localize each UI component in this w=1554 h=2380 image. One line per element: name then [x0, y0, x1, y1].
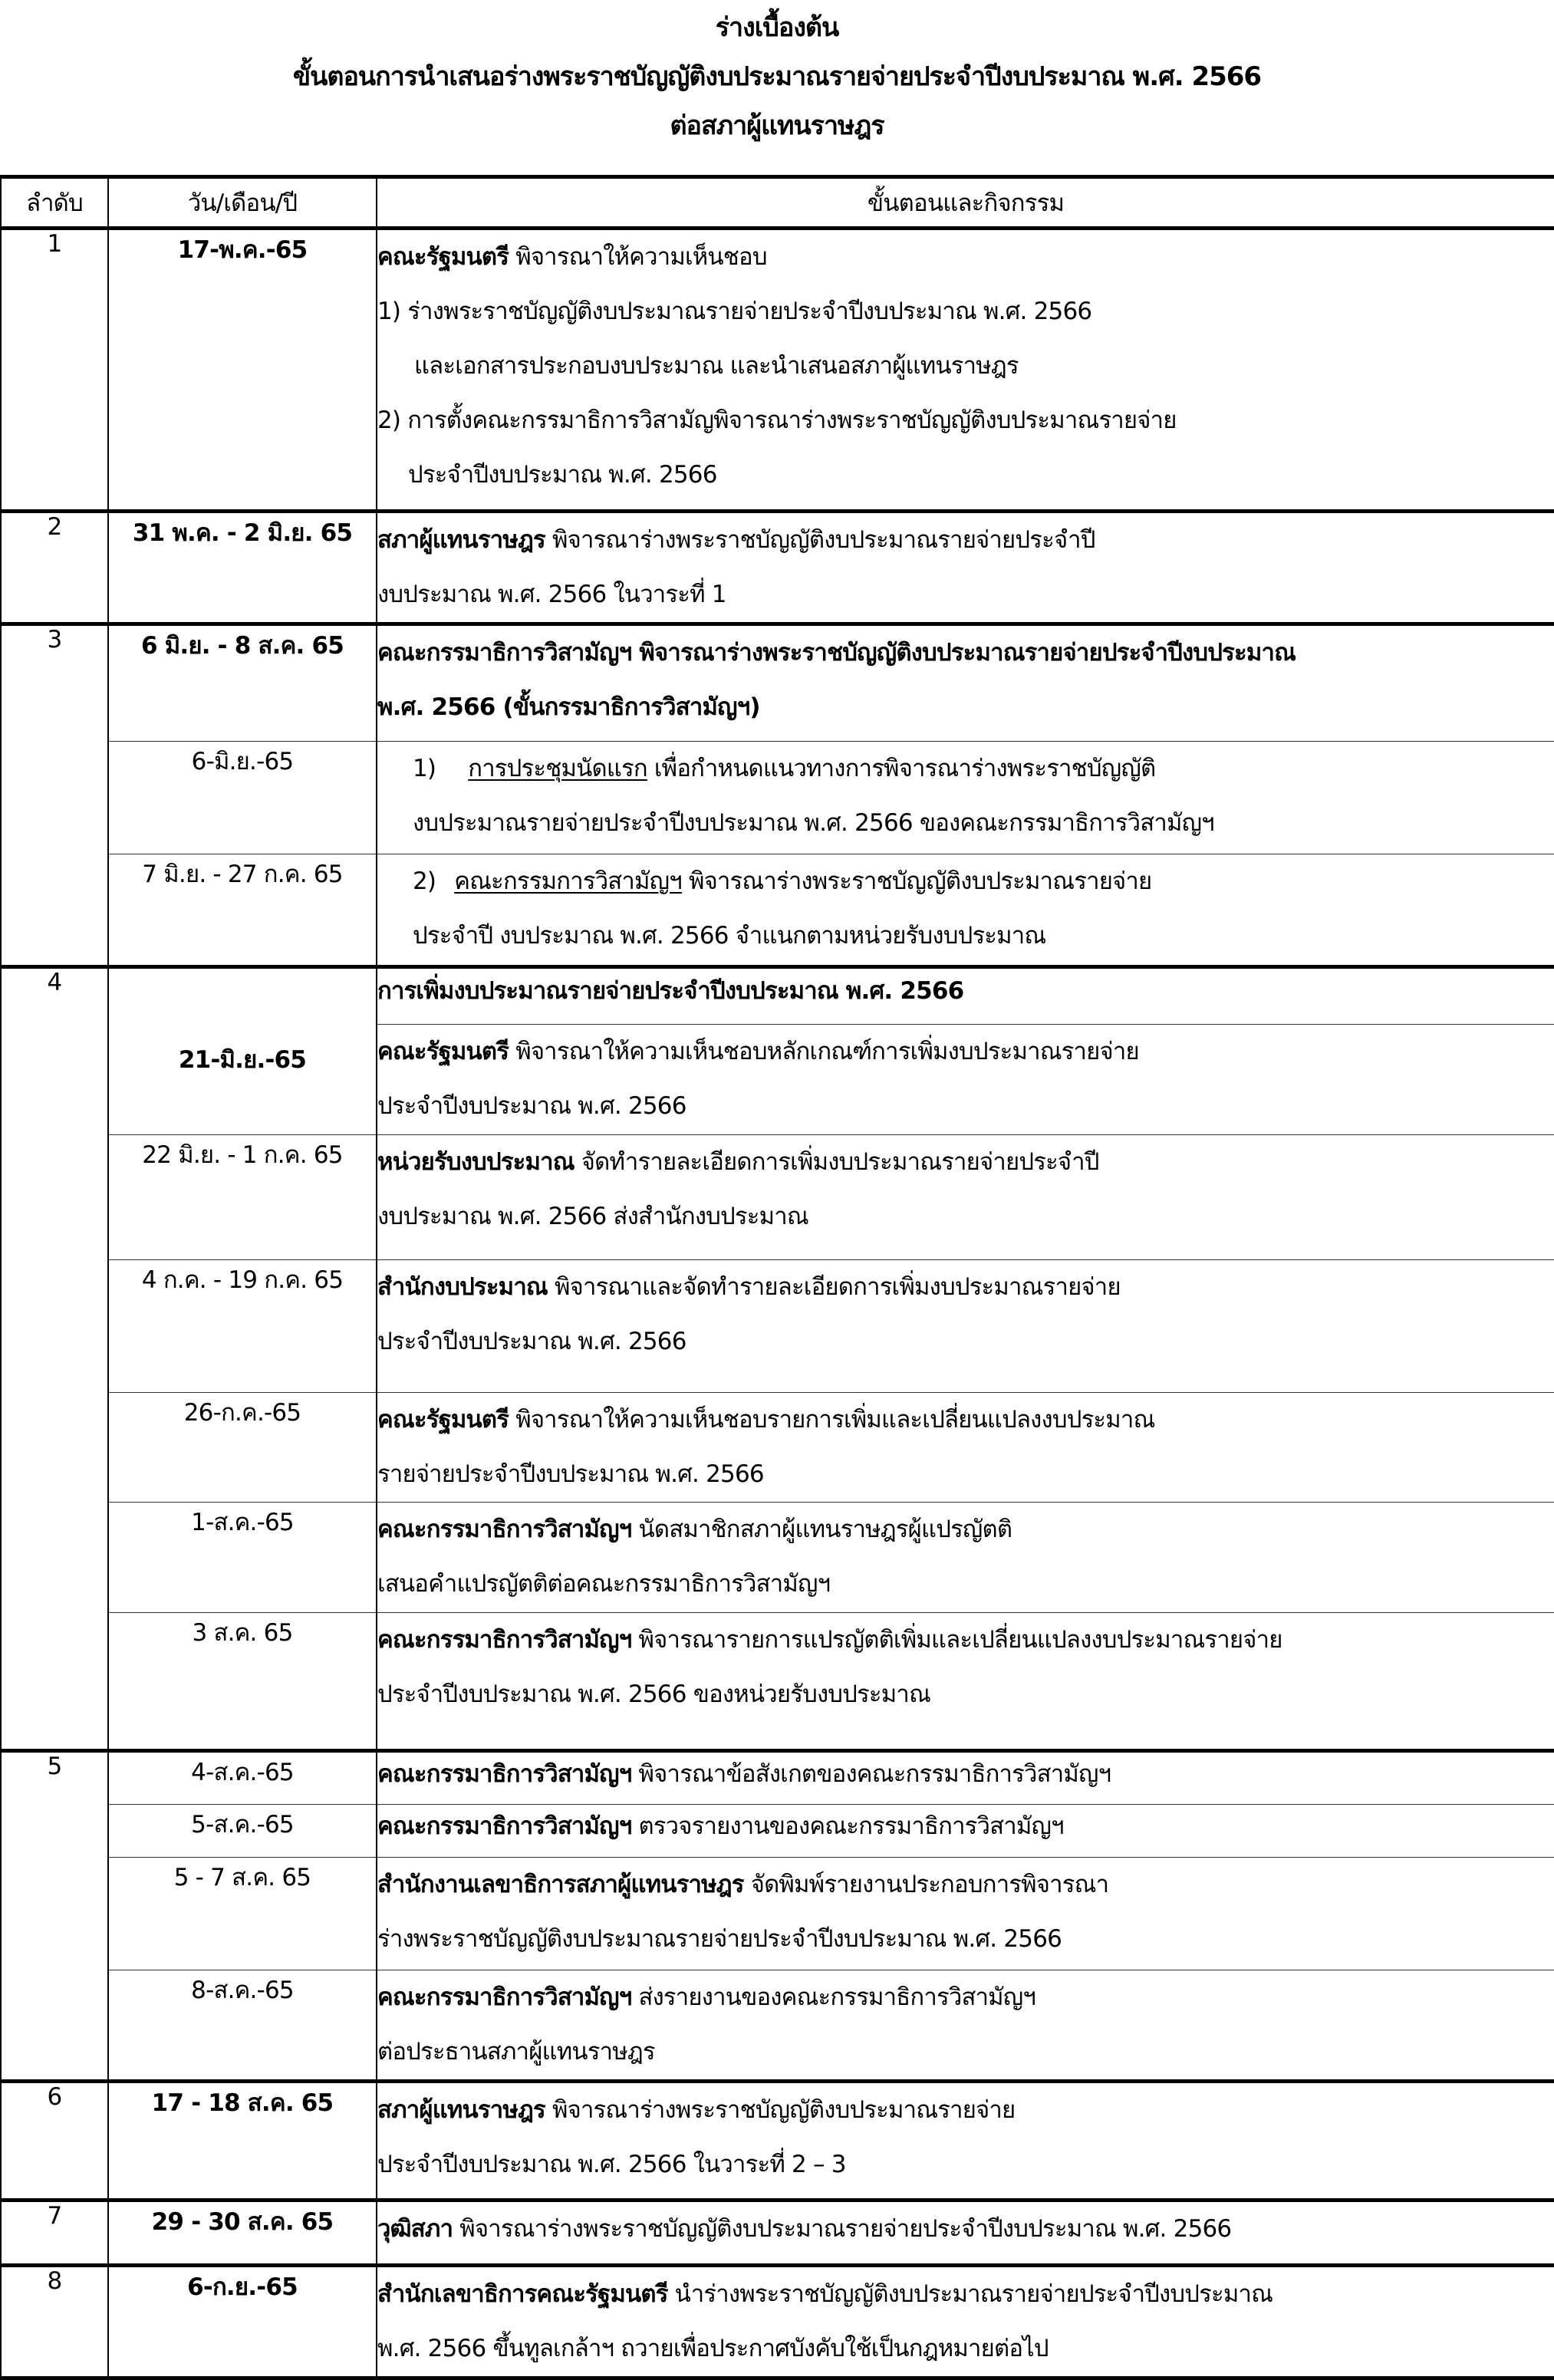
agency-label: สำนักเลขาธิการคณะรัฐมนตรี [377, 2280, 668, 2308]
subrow-description [377, 1260, 1554, 1393]
row-number: 2 [1, 512, 108, 624]
subrow-description [377, 1751, 1554, 1805]
table-subrow [1, 854, 1554, 967]
row-number: 4 [1, 967, 108, 1751]
subrow-description [377, 1503, 1554, 1613]
row-description [377, 2201, 1554, 2266]
table-subrow [1, 1025, 1554, 1135]
subrow-date: 26-ก.ค.-65 [108, 1393, 377, 1503]
desc-text: งบประมาณ พ.ศ. 2566 ในวาระที่ 1 [377, 581, 726, 608]
table-subrow [1, 1135, 1554, 1260]
subrow-date: 4-ส.ค.-65 [108, 1751, 377, 1805]
header-order: ลำดับ [1, 177, 108, 229]
table-subrow [1, 1970, 1554, 2082]
subrow-description [377, 1613, 1554, 1751]
row-date: 31 พ.ค. - 2 มิ.ย. 65 [108, 512, 377, 624]
row-number: 3 [1, 624, 108, 967]
table-row [1, 2201, 1554, 2266]
row-description [377, 229, 1554, 512]
row-description [377, 2266, 1554, 2378]
desc-text: จัดทำรายละเอียดการเพิ่มงบประมาณรายจ่ายประจำปี [581, 1148, 1099, 1176]
desc-text: ร่างพระราชบัญญัติงบประมาณรายจ่ายประจำปีงบประมาณ พ.ศ. 2566 [377, 1925, 1062, 1953]
subrow-description [377, 854, 1554, 967]
subrow-date: 5-ส.ค.-65 [108, 1805, 377, 1858]
subrow-description [377, 742, 1554, 854]
table-subrow [1, 742, 1554, 854]
row-date: 17-พ.ค.-65 [108, 229, 377, 512]
row-heading [377, 967, 1554, 1025]
table-subrow [1, 1858, 1554, 1970]
desc-text: ประจำปีงบประมาณ พ.ศ. 2566 ของหน่วยรับงบประมาณ [377, 1680, 930, 1708]
desc-text: งบประมาณ พ.ศ. 2566 ส่งสำนักงบประมาณ [377, 1203, 808, 1230]
row-number: 8 [1, 2266, 108, 2378]
table-row [1, 624, 1554, 742]
subrow-description [377, 1805, 1554, 1858]
table-subrow [1, 1393, 1554, 1503]
desc-text: พิจารณาให้ความเห็นชอบรายการเพิ่มและเปลี่ยนแปลงงบประมาณ [515, 1406, 1155, 1434]
table-header-row [1, 177, 1554, 229]
agency-label: คณะกรรมาธิการวิสามัญฯ [377, 1983, 632, 2011]
desc-text: ส่งรายงานของคณะกรรมาธิการวิสามัญฯ [638, 1983, 1036, 2011]
desc-text: พิจารณาและจัดทำรายละเอียดการเพิ่มงบประมาณรายจ่าย [554, 1273, 1121, 1301]
table-row [1, 2266, 1554, 2378]
row-description [377, 2082, 1554, 2201]
desc-text: พิจารณาให้ความเห็นชอบหลักเกณฑ์การเพิ่มงบประมาณรายจ่าย [515, 1038, 1139, 1065]
desc-text: จัดพิมพ์รายงานประกอบการพิจารณา [750, 1871, 1109, 1898]
desc-text: ประจำปีงบประมาณ พ.ศ. 2566 ในวาระที่ 2 – 3 [377, 2151, 846, 2178]
underlined-topic: คณะกรรมการวิสามัญฯ [454, 867, 682, 895]
row-description [377, 624, 1554, 742]
table-row [1, 512, 1554, 624]
row-date-empty [108, 967, 377, 1025]
desc-text: ประจำปีงบประมาณ พ.ศ. 2566 [408, 461, 717, 489]
document-main-title: ขั้นตอนการนำเสนอร่างพระราชบัญญัติงบประมาณรายจ่ายประจำปีงบประมาณ พ.ศ. 2566 [292, 61, 1262, 92]
agency-label: คณะรัฐมนตรี [377, 1406, 509, 1434]
desc-text: พิจารณารายการแปรญัตติเพิ่มและเปลี่ยนแปลงงบประมาณรายจ่าย [638, 1626, 1282, 1654]
row-date: 6 มิ.ย. - 8 ส.ค. 65 [108, 624, 377, 742]
subrow-date: 5 - 7 ส.ค. 65 [108, 1858, 377, 1970]
subrow-date: 7 มิ.ย. - 27 ก.ค. 65 [108, 854, 377, 967]
desc-text: รายจ่ายประจำปีงบประมาณ พ.ศ. 2566 [377, 1460, 764, 1488]
desc-text: ประจำปีงบประมาณ พ.ศ. 2566 [377, 1092, 686, 1120]
agency-label: คณะกรรมาธิการวิสามัญฯ [377, 1812, 632, 1840]
desc-text: นัดสมาชิกสภาผู้แทนราษฎรผู้แปรญัตติ [638, 1516, 1012, 1543]
desc-text: พิจารณาร่างพระราชบัญญัติงบประมาณรายจ่าย [688, 867, 1152, 895]
desc-text: ประจำปีงบประมาณ พ.ศ. 2566 [377, 1328, 686, 1355]
agency-label: คณะรัฐมนตรี [377, 1038, 509, 1065]
subrow-description [377, 1025, 1554, 1135]
header-date: วัน/เดือน/ปี [108, 177, 377, 229]
item-marker: 1) [413, 755, 436, 782]
table-subrow [1, 1805, 1554, 1858]
agency-label: หน่วยรับงบประมาณ [377, 1148, 575, 1176]
document-title-block [0, 0, 1554, 150]
table-subrow [1, 1613, 1554, 1751]
header-steps: ขั้นตอนและกิจกรรม [377, 177, 1554, 229]
agency-label: คณะกรรมาธิการวิสามัญฯ [377, 1760, 632, 1788]
underlined-topic: การประชุมนัดแรก [468, 755, 647, 782]
table-row [1, 2082, 1554, 2201]
subrow-description [377, 1393, 1554, 1503]
subrow-date: 4 ก.ค. - 19 ก.ค. 65 [108, 1260, 377, 1393]
desc-text: เสนอคำแปรญัตติต่อคณะกรรมาธิการวิสามัญฯ [377, 1570, 831, 1598]
subrow-description [377, 1970, 1554, 2082]
table-row [1, 229, 1554, 512]
row-number: 6 [1, 2082, 108, 2201]
subrow-date: 22 มิ.ย. - 1 ก.ค. 65 [108, 1135, 377, 1260]
desc-text: และเอกสารประกอบงบประมาณ และนำเสนอสภาผู้แทนราษฎร [414, 352, 1019, 380]
row-number: 1 [1, 229, 108, 512]
desc-text: คณะกรรมาธิการวิสามัญฯ พิจารณาร่างพระราชบัญญัติงบประมาณรายจ่ายประจำปีงบประมาณ [377, 639, 1296, 667]
agency-label: คณะกรรมาธิการวิสามัญฯ [377, 1516, 632, 1543]
desc-text: เพื่อกำหนดแนวทางการพิจารณาร่างพระราชบัญญัติ [654, 755, 1156, 782]
section-heading: การเพิ่มงบประมาณรายจ่ายประจำปีงบประมาณ พ.ศ. 2566 [377, 977, 964, 1005]
table-subrow [1, 1503, 1554, 1613]
subrow-date: 1-ส.ค.-65 [108, 1503, 377, 1613]
desc-text: พิจารณาร่างพระราชบัญญัติงบประมาณรายจ่ายประจำปี [551, 526, 1095, 554]
row-number: 7 [1, 2201, 108, 2266]
agency-label: สำนักงานเลขาธิการสภาผู้แทนราษฎร [377, 1871, 744, 1898]
subrow-description [377, 1135, 1554, 1260]
row-date: 17 - 18 ส.ค. 65 [108, 2082, 377, 2201]
subrow-date: 8-ส.ค.-65 [108, 1970, 377, 2082]
desc-text: 1) ร่างพระราชบัญญัติงบประมาณรายจ่ายประจำปีงบประมาณ พ.ศ. 2566 [377, 298, 1092, 325]
desc-text: พิจารณาข้อสังเกตของคณะกรรมาธิการวิสามัญฯ [638, 1760, 1111, 1788]
row-date: 6-ก.ย.-65 [108, 2266, 377, 2378]
row-date: 29 - 30 ส.ค. 65 [108, 2201, 377, 2266]
subrow-date: 6-มิ.ย.-65 [108, 742, 377, 854]
row-description [377, 512, 1554, 624]
row-number: 5 [1, 1751, 108, 2082]
budget-schedule-table [0, 175, 1554, 2380]
item-marker: 2) [413, 867, 436, 895]
document-subtitle: ต่อสภาผู้แทนราษฎร [670, 110, 884, 141]
document-status-title: ร่างเบื้องต้น [715, 12, 839, 43]
agency-label: สภาผู้แทนราษฎร [377, 2096, 545, 2124]
subrow-date: 21-มิ.ย.-65 [108, 1025, 377, 1135]
desc-text: ต่อประธานสภาผู้แทนราษฎร [377, 2038, 655, 2066]
table-row [1, 1751, 1554, 1805]
desc-text: พ.ศ. 2566 (ขั้นกรรมาธิการวิสามัญฯ) [377, 693, 760, 721]
agency-label: คณะรัฐมนตรี [377, 243, 509, 271]
table-row [1, 967, 1554, 1025]
agency-label: สำนักงบประมาณ [377, 1273, 548, 1301]
desc-text: พิจารณาร่างพระราชบัญญัติงบประมาณรายจ่ายประจำปีงบประมาณ พ.ศ. 2566 [459, 2215, 1232, 2243]
desc-text: ประจำปี งบประมาณ พ.ศ. 2566 จำแนกตามหน่วยรับงบประมาณ [413, 922, 1046, 950]
subrow-description [377, 1858, 1554, 1970]
desc-text: ตรวจรายงานของคณะกรรมาธิการวิสามัญฯ [638, 1812, 1064, 1840]
desc-text: พิจารณาร่างพระราชบัญญัติงบประมาณรายจ่าย [551, 2096, 1016, 2124]
desc-text: 2) การตั้งคณะกรรมาธิการวิสามัญพิจารณาร่างพระราชบัญญัติงบประมาณรายจ่าย [377, 407, 1177, 434]
agency-label: สภาผู้แทนราษฎร [377, 526, 545, 554]
desc-text: พ.ศ. 2566 ขึ้นทูลเกล้าฯ ถวายเพื่อประกาศบังคับใช้เป็นกฎหมายต่อไป [377, 2335, 1049, 2362]
agency-label: คณะกรรมาธิการวิสามัญฯ [377, 1626, 632, 1654]
desc-text: งบประมาณรายจ่ายประจำปีงบประมาณ พ.ศ. 2566 ของคณะกรรมาธิการวิสามัญฯ [413, 809, 1214, 837]
desc-text: พิจารณาให้ความเห็นชอบ [515, 243, 767, 271]
table-subrow [1, 1260, 1554, 1393]
agency-label: วุฒิสภา [377, 2215, 453, 2243]
desc-text: นำร่างพระราชบัญญัติงบประมาณรายจ่ายประจำปีงบประมาณ [674, 2280, 1273, 2308]
subrow-date: 3 ส.ค. 65 [108, 1613, 377, 1751]
